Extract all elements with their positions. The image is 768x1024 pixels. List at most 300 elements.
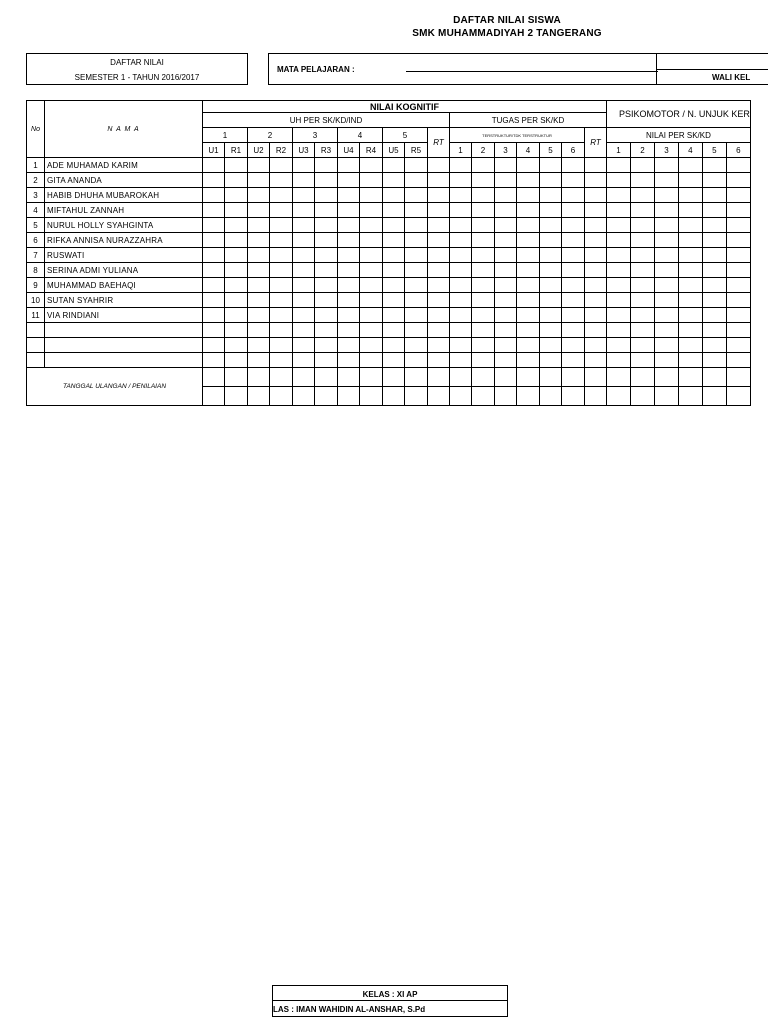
grade-cell[interactable] — [225, 278, 248, 293]
grade-cell[interactable] — [405, 263, 428, 278]
grade-cell[interactable] — [405, 323, 428, 338]
grade-cell[interactable] — [654, 158, 678, 173]
grade-cell[interactable] — [293, 173, 315, 188]
grade-cell[interactable] — [702, 353, 726, 368]
grade-cell[interactable] — [203, 263, 225, 278]
grade-cell[interactable] — [607, 188, 631, 203]
grade-cell[interactable] — [293, 278, 315, 293]
grade-cell[interactable] — [495, 218, 517, 233]
grade-cell[interactable] — [702, 308, 726, 323]
grade-cell[interactable] — [405, 353, 428, 368]
grade-cell[interactable] — [225, 293, 248, 308]
grade-cell[interactable] — [428, 293, 450, 308]
grade-cell[interactable] — [630, 203, 654, 218]
grade-cell[interactable] — [472, 218, 495, 233]
date-cell[interactable] — [562, 368, 585, 387]
grade-cell[interactable] — [630, 308, 654, 323]
grade-cell[interactable] — [472, 188, 495, 203]
grade-cell[interactable] — [248, 293, 270, 308]
grade-cell[interactable] — [360, 203, 383, 218]
grade-cell[interactable] — [607, 293, 631, 308]
grade-cell[interactable] — [360, 173, 383, 188]
grade-cell[interactable] — [450, 233, 472, 248]
grade-cell[interactable] — [472, 233, 495, 248]
date-cell[interactable] — [338, 368, 360, 387]
grade-cell[interactable] — [678, 188, 702, 203]
grade-cell[interactable] — [585, 203, 607, 218]
date-cell[interactable] — [540, 387, 562, 406]
grade-cell[interactable] — [472, 353, 495, 368]
grade-cell[interactable] — [338, 293, 360, 308]
grade-cell[interactable] — [248, 173, 270, 188]
grade-cell[interactable] — [225, 323, 248, 338]
date-cell[interactable] — [203, 368, 225, 387]
grade-cell[interactable] — [428, 158, 450, 173]
date-cell[interactable] — [225, 387, 248, 406]
grade-cell[interactable] — [450, 248, 472, 263]
grade-cell[interactable] — [225, 233, 248, 248]
grade-cell[interactable] — [428, 278, 450, 293]
grade-cell[interactable] — [585, 293, 607, 308]
date-cell[interactable] — [702, 368, 726, 387]
grade-cell[interactable] — [726, 323, 750, 338]
grade-cell[interactable] — [383, 233, 405, 248]
grade-cell[interactable] — [450, 308, 472, 323]
grade-cell[interactable] — [562, 278, 585, 293]
grade-cell[interactable] — [203, 338, 225, 353]
grade-cell[interactable] — [654, 188, 678, 203]
grade-cell[interactable] — [585, 233, 607, 248]
grade-cell[interactable] — [450, 338, 472, 353]
date-cell[interactable] — [383, 387, 405, 406]
grade-cell[interactable] — [540, 293, 562, 308]
grade-cell[interactable] — [607, 233, 631, 248]
date-cell[interactable] — [450, 387, 472, 406]
grade-cell[interactable] — [678, 218, 702, 233]
grade-cell[interactable] — [517, 203, 540, 218]
grade-cell[interactable] — [495, 188, 517, 203]
grade-cell[interactable] — [428, 308, 450, 323]
grade-cell[interactable] — [678, 308, 702, 323]
grade-cell[interactable] — [607, 353, 631, 368]
grade-cell[interactable] — [203, 173, 225, 188]
grade-cell[interactable] — [630, 278, 654, 293]
date-cell[interactable] — [517, 368, 540, 387]
grade-cell[interactable] — [360, 353, 383, 368]
grade-cell[interactable] — [585, 278, 607, 293]
grade-cell[interactable] — [315, 293, 338, 308]
grade-cell[interactable] — [338, 203, 360, 218]
grade-cell[interactable] — [678, 338, 702, 353]
grade-cell[interactable] — [248, 308, 270, 323]
grade-cell[interactable] — [726, 353, 750, 368]
date-cell[interactable] — [495, 368, 517, 387]
grade-cell[interactable] — [428, 233, 450, 248]
grade-cell[interactable] — [607, 173, 631, 188]
grade-cell[interactable] — [607, 308, 631, 323]
grade-cell[interactable] — [678, 293, 702, 308]
grade-cell[interactable] — [517, 173, 540, 188]
grade-cell[interactable] — [450, 218, 472, 233]
grade-cell[interactable] — [726, 278, 750, 293]
grade-cell[interactable] — [517, 278, 540, 293]
grade-cell[interactable] — [517, 233, 540, 248]
grade-cell[interactable] — [225, 248, 248, 263]
grade-cell[interactable] — [702, 248, 726, 263]
grade-cell[interactable] — [293, 218, 315, 233]
grade-cell[interactable] — [293, 248, 315, 263]
grade-cell[interactable] — [495, 338, 517, 353]
grade-cell[interactable] — [315, 308, 338, 323]
grade-cell[interactable] — [654, 308, 678, 323]
grade-cell[interactable] — [562, 308, 585, 323]
grade-cell[interactable] — [630, 158, 654, 173]
grade-cell[interactable] — [585, 353, 607, 368]
grade-cell[interactable] — [270, 218, 293, 233]
grade-cell[interactable] — [607, 248, 631, 263]
date-cell[interactable] — [405, 387, 428, 406]
grade-cell[interactable] — [248, 248, 270, 263]
grade-cell[interactable] — [225, 263, 248, 278]
date-cell[interactable] — [678, 387, 702, 406]
date-cell[interactable] — [562, 387, 585, 406]
grade-cell[interactable] — [540, 203, 562, 218]
grade-cell[interactable] — [338, 278, 360, 293]
grade-cell[interactable] — [517, 308, 540, 323]
grade-cell[interactable] — [540, 218, 562, 233]
date-cell[interactable] — [360, 387, 383, 406]
grade-cell[interactable] — [654, 248, 678, 263]
grade-cell[interactable] — [270, 353, 293, 368]
grade-cell[interactable] — [702, 323, 726, 338]
grade-cell[interactable] — [607, 218, 631, 233]
grade-cell[interactable] — [678, 278, 702, 293]
grade-cell[interactable] — [293, 158, 315, 173]
grade-cell[interactable] — [360, 248, 383, 263]
grade-cell[interactable] — [607, 203, 631, 218]
grade-cell[interactable] — [315, 218, 338, 233]
grade-cell[interactable] — [428, 323, 450, 338]
grade-cell[interactable] — [450, 263, 472, 278]
grade-cell[interactable] — [654, 353, 678, 368]
grade-cell[interactable] — [726, 173, 750, 188]
grade-cell[interactable] — [630, 173, 654, 188]
grade-cell[interactable] — [293, 323, 315, 338]
grade-cell[interactable] — [315, 158, 338, 173]
grade-cell[interactable] — [248, 278, 270, 293]
grade-cell[interactable] — [607, 278, 631, 293]
grade-cell[interactable] — [225, 353, 248, 368]
grade-cell[interactable] — [702, 278, 726, 293]
grade-cell[interactable] — [726, 158, 750, 173]
grade-cell[interactable] — [360, 278, 383, 293]
grade-cell[interactable] — [315, 338, 338, 353]
date-cell[interactable] — [450, 368, 472, 387]
date-cell[interactable] — [248, 368, 270, 387]
date-cell[interactable] — [678, 368, 702, 387]
grade-cell[interactable] — [472, 203, 495, 218]
date-cell[interactable] — [225, 368, 248, 387]
grade-cell[interactable] — [702, 188, 726, 203]
grade-cell[interactable] — [360, 233, 383, 248]
grade-cell[interactable] — [540, 248, 562, 263]
grade-cell[interactable] — [562, 323, 585, 338]
grade-cell[interactable] — [540, 263, 562, 278]
date-cell[interactable] — [607, 368, 631, 387]
grade-cell[interactable] — [678, 158, 702, 173]
grade-cell[interactable] — [360, 263, 383, 278]
grade-cell[interactable] — [405, 338, 428, 353]
grade-cell[interactable] — [248, 218, 270, 233]
grade-cell[interactable] — [225, 188, 248, 203]
grade-cell[interactable] — [562, 248, 585, 263]
grade-cell[interactable] — [495, 248, 517, 263]
grade-cell[interactable] — [517, 248, 540, 263]
date-cell[interactable] — [654, 387, 678, 406]
grade-cell[interactable] — [225, 203, 248, 218]
grade-cell[interactable] — [428, 338, 450, 353]
grade-cell[interactable] — [495, 158, 517, 173]
date-cell[interactable] — [726, 368, 750, 387]
grade-cell[interactable] — [702, 203, 726, 218]
grade-cell[interactable] — [726, 188, 750, 203]
grade-cell[interactable] — [203, 278, 225, 293]
grade-cell[interactable] — [270, 188, 293, 203]
grade-cell[interactable] — [360, 218, 383, 233]
date-cell[interactable] — [270, 368, 293, 387]
grade-cell[interactable] — [248, 233, 270, 248]
grade-cell[interactable] — [225, 173, 248, 188]
grade-cell[interactable] — [383, 323, 405, 338]
grade-cell[interactable] — [383, 218, 405, 233]
grade-cell[interactable] — [540, 353, 562, 368]
grade-cell[interactable] — [630, 188, 654, 203]
grade-cell[interactable] — [726, 248, 750, 263]
grade-cell[interactable] — [360, 293, 383, 308]
grade-cell[interactable] — [562, 158, 585, 173]
grade-cell[interactable] — [630, 263, 654, 278]
grade-cell[interactable] — [293, 308, 315, 323]
date-cell[interactable] — [702, 387, 726, 406]
grade-cell[interactable] — [540, 278, 562, 293]
grade-cell[interactable] — [203, 233, 225, 248]
grade-cell[interactable] — [338, 188, 360, 203]
grade-cell[interactable] — [293, 338, 315, 353]
grade-cell[interactable] — [540, 233, 562, 248]
grade-cell[interactable] — [472, 293, 495, 308]
grade-cell[interactable] — [495, 323, 517, 338]
grade-cell[interactable] — [428, 263, 450, 278]
grade-cell[interactable] — [726, 233, 750, 248]
grade-cell[interactable] — [203, 308, 225, 323]
grade-cell[interactable] — [270, 203, 293, 218]
grade-cell[interactable] — [270, 293, 293, 308]
grade-cell[interactable] — [405, 218, 428, 233]
date-cell[interactable] — [383, 368, 405, 387]
grade-cell[interactable] — [315, 188, 338, 203]
grade-cell[interactable] — [540, 323, 562, 338]
grade-cell[interactable] — [607, 158, 631, 173]
grade-cell[interactable] — [726, 263, 750, 278]
grade-cell[interactable] — [654, 278, 678, 293]
grade-cell[interactable] — [315, 233, 338, 248]
grade-cell[interactable] — [585, 338, 607, 353]
grade-cell[interactable] — [517, 323, 540, 338]
grade-cell[interactable] — [428, 188, 450, 203]
grade-cell[interactable] — [338, 308, 360, 323]
grade-cell[interactable] — [654, 338, 678, 353]
grade-cell[interactable] — [225, 338, 248, 353]
date-cell[interactable] — [203, 387, 225, 406]
grade-cell[interactable] — [585, 188, 607, 203]
grade-cell[interactable] — [248, 353, 270, 368]
grade-cell[interactable] — [540, 338, 562, 353]
grade-cell[interactable] — [225, 218, 248, 233]
grade-cell[interactable] — [450, 188, 472, 203]
grade-cell[interactable] — [383, 158, 405, 173]
grade-cell[interactable] — [450, 278, 472, 293]
grade-cell[interactable] — [293, 293, 315, 308]
grade-cell[interactable] — [562, 218, 585, 233]
grade-cell[interactable] — [293, 188, 315, 203]
date-cell[interactable] — [315, 387, 338, 406]
grade-cell[interactable] — [383, 308, 405, 323]
date-cell[interactable] — [585, 368, 607, 387]
grade-cell[interactable] — [472, 158, 495, 173]
grade-cell[interactable] — [225, 158, 248, 173]
date-cell[interactable] — [428, 368, 450, 387]
grade-cell[interactable] — [405, 278, 428, 293]
grade-cell[interactable] — [405, 308, 428, 323]
date-cell[interactable] — [315, 368, 338, 387]
grade-cell[interactable] — [654, 263, 678, 278]
grade-cell[interactable] — [338, 233, 360, 248]
grade-cell[interactable] — [315, 173, 338, 188]
grade-cell[interactable] — [270, 248, 293, 263]
grade-cell[interactable] — [428, 218, 450, 233]
grade-cell[interactable] — [495, 263, 517, 278]
grade-cell[interactable] — [654, 203, 678, 218]
grade-cell[interactable] — [248, 263, 270, 278]
grade-cell[interactable] — [338, 338, 360, 353]
date-cell[interactable] — [495, 387, 517, 406]
grade-cell[interactable] — [585, 248, 607, 263]
grade-cell[interactable] — [540, 308, 562, 323]
grade-cell[interactable] — [360, 308, 383, 323]
grade-cell[interactable] — [203, 158, 225, 173]
grade-cell[interactable] — [383, 278, 405, 293]
grade-cell[interactable] — [678, 263, 702, 278]
grade-cell[interactable] — [383, 248, 405, 263]
grade-cell[interactable] — [405, 248, 428, 263]
grade-cell[interactable] — [315, 203, 338, 218]
date-cell[interactable] — [248, 387, 270, 406]
grade-cell[interactable] — [562, 293, 585, 308]
grade-cell[interactable] — [270, 233, 293, 248]
grade-cell[interactable] — [517, 218, 540, 233]
date-cell[interactable] — [270, 387, 293, 406]
grade-cell[interactable] — [383, 203, 405, 218]
grade-cell[interactable] — [517, 353, 540, 368]
grade-cell[interactable] — [562, 233, 585, 248]
grade-cell[interactable] — [450, 173, 472, 188]
grade-cell[interactable] — [654, 218, 678, 233]
grade-cell[interactable] — [472, 263, 495, 278]
grade-cell[interactable] — [405, 233, 428, 248]
grade-cell[interactable] — [630, 323, 654, 338]
date-cell[interactable] — [607, 387, 631, 406]
grade-cell[interactable] — [630, 338, 654, 353]
grade-cell[interactable] — [428, 173, 450, 188]
grade-cell[interactable] — [540, 188, 562, 203]
date-cell[interactable] — [630, 368, 654, 387]
grade-cell[interactable] — [428, 203, 450, 218]
grade-cell[interactable] — [338, 248, 360, 263]
grade-cell[interactable] — [630, 218, 654, 233]
grade-cell[interactable] — [630, 353, 654, 368]
grade-cell[interactable] — [702, 233, 726, 248]
grade-cell[interactable] — [472, 173, 495, 188]
grade-cell[interactable] — [495, 353, 517, 368]
grade-cell[interactable] — [450, 353, 472, 368]
grade-cell[interactable] — [203, 203, 225, 218]
grade-cell[interactable] — [472, 323, 495, 338]
grade-cell[interactable] — [702, 218, 726, 233]
grade-cell[interactable] — [630, 293, 654, 308]
grade-cell[interactable] — [585, 308, 607, 323]
date-cell[interactable] — [293, 368, 315, 387]
grade-cell[interactable] — [270, 323, 293, 338]
grade-cell[interactable] — [315, 263, 338, 278]
grade-cell[interactable] — [517, 188, 540, 203]
grade-cell[interactable] — [270, 173, 293, 188]
grade-cell[interactable] — [315, 323, 338, 338]
grade-cell[interactable] — [270, 308, 293, 323]
grade-cell[interactable] — [562, 338, 585, 353]
grade-cell[interactable] — [678, 353, 702, 368]
grade-cell[interactable] — [678, 203, 702, 218]
grade-cell[interactable] — [270, 263, 293, 278]
grade-cell[interactable] — [540, 173, 562, 188]
grade-cell[interactable] — [585, 173, 607, 188]
grade-cell[interactable] — [338, 263, 360, 278]
grade-cell[interactable] — [495, 173, 517, 188]
grade-cell[interactable] — [495, 233, 517, 248]
grade-cell[interactable] — [702, 338, 726, 353]
grade-cell[interactable] — [654, 323, 678, 338]
date-cell[interactable] — [472, 387, 495, 406]
grade-cell[interactable] — [315, 278, 338, 293]
grade-cell[interactable] — [562, 203, 585, 218]
grade-cell[interactable] — [248, 188, 270, 203]
grade-cell[interactable] — [338, 158, 360, 173]
grade-cell[interactable] — [315, 353, 338, 368]
grade-cell[interactable] — [248, 158, 270, 173]
grade-cell[interactable] — [726, 338, 750, 353]
grade-cell[interactable] — [654, 173, 678, 188]
date-cell[interactable] — [630, 387, 654, 406]
grade-cell[interactable] — [607, 263, 631, 278]
grade-cell[interactable] — [607, 338, 631, 353]
grade-cell[interactable] — [405, 293, 428, 308]
grade-cell[interactable] — [585, 158, 607, 173]
grade-cell[interactable] — [383, 293, 405, 308]
grade-cell[interactable] — [726, 218, 750, 233]
grade-cell[interactable] — [562, 173, 585, 188]
grade-cell[interactable] — [203, 293, 225, 308]
grade-cell[interactable] — [472, 278, 495, 293]
date-cell[interactable] — [293, 387, 315, 406]
